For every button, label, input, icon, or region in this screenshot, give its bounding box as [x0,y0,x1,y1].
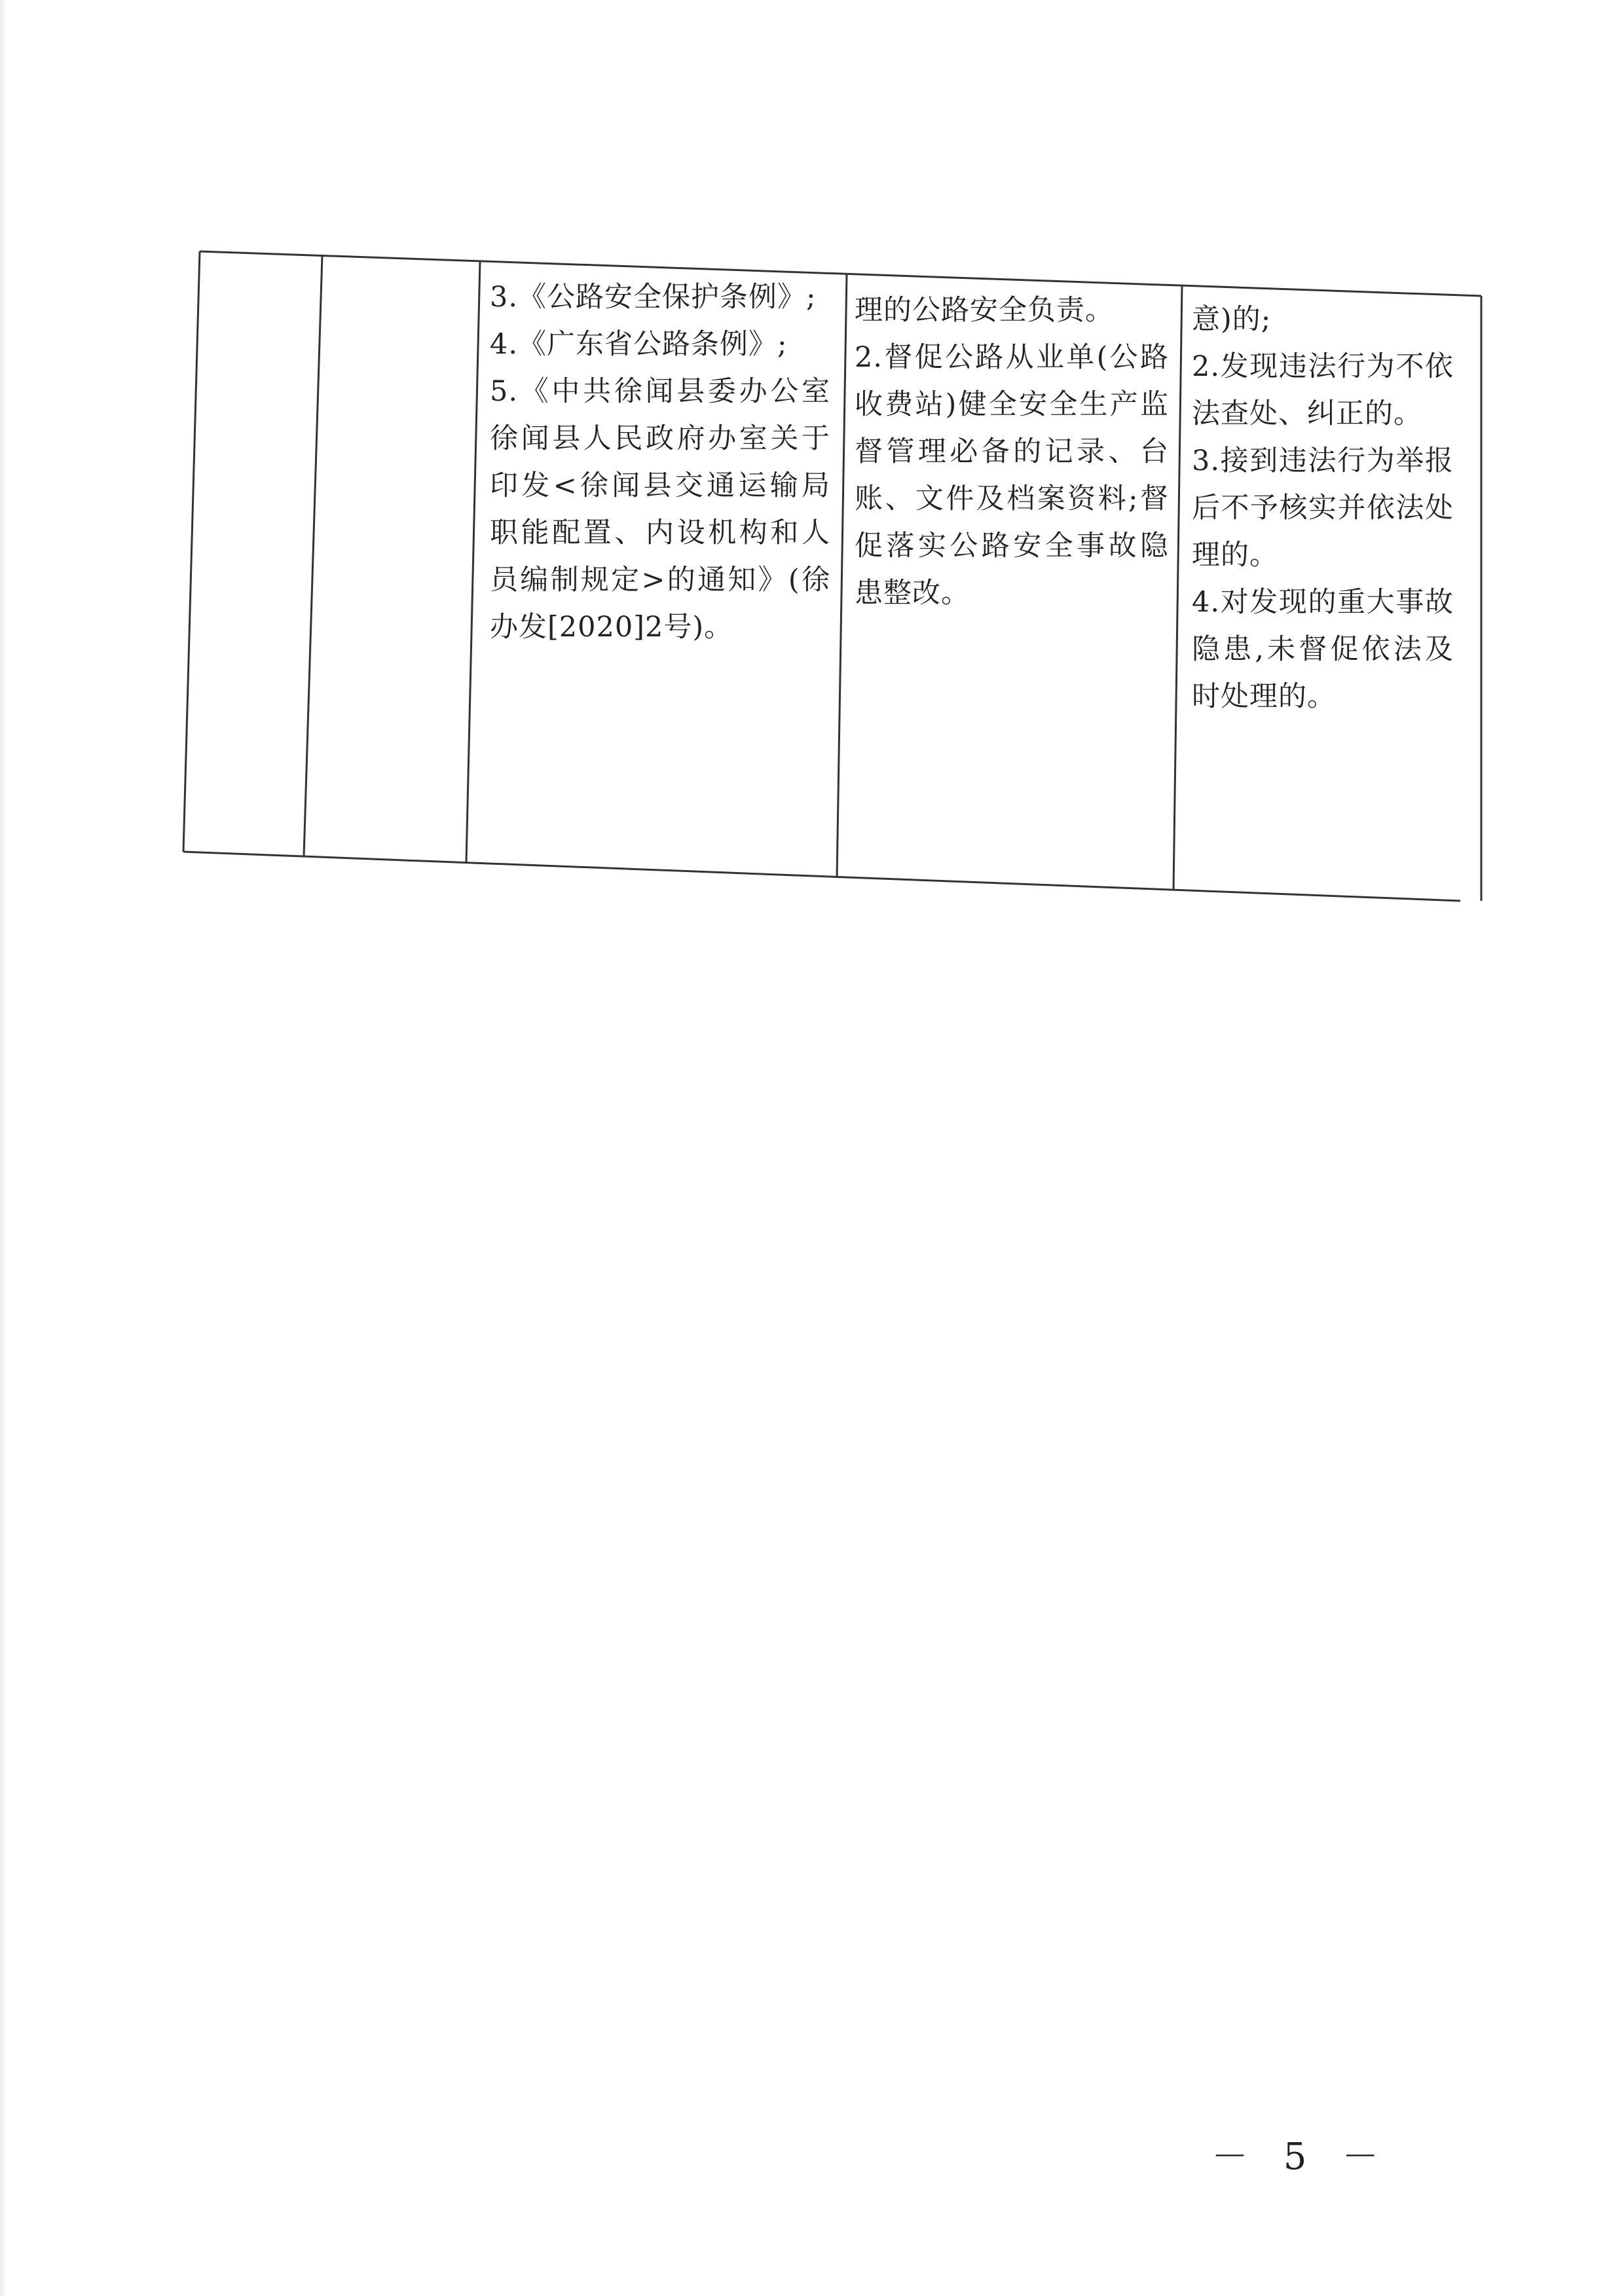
table-bottom-border [183,852,1460,901]
basis-line: 4.《广东省公路条例》; [490,328,788,361]
table-col-line-2 [304,256,322,856]
liability-line: 意)的; [1192,303,1272,336]
liability-line: 3.接到违法行为举报后不予核实并依法处理的。 [1192,445,1454,572]
duty-cell [855,287,1169,617]
table-col-line-1 [183,251,200,852]
duty-line: 理的公路安全负责。 [855,294,1114,327]
page-number: － 5 － [1211,2136,1391,2178]
table-col-line-3 [466,261,480,862]
basis-line: 5.《中共徐闻县委办公室徐闻县人民政府办室关于印发<徐闻县交通运输局职能配置、内设机构和人员编制规定>的通知》(徐办发[2020]2号)。 [490,375,830,644]
liability-cell [1192,296,1454,720]
duty-line: 2.督促公路从业单(公路收费站)健全安全生产监督管理必备的记录、台账、文件及档案资料;督促落实公路安全事故隐患整改。 [855,341,1169,610]
table-top-border [200,251,1481,296]
table-col-line-4 [837,274,847,878]
liability-line: 4.对发现的重大事故隐患,未督促依法及时处理的。 [1192,586,1454,713]
liability-line: 2.发现违法行为不依法查处、纠正的。 [1192,350,1454,430]
legal-basis-cell [490,274,830,651]
basis-line: 3.《公路安全保护条例》; [490,281,817,314]
table-col-line-5 [1173,285,1182,890]
